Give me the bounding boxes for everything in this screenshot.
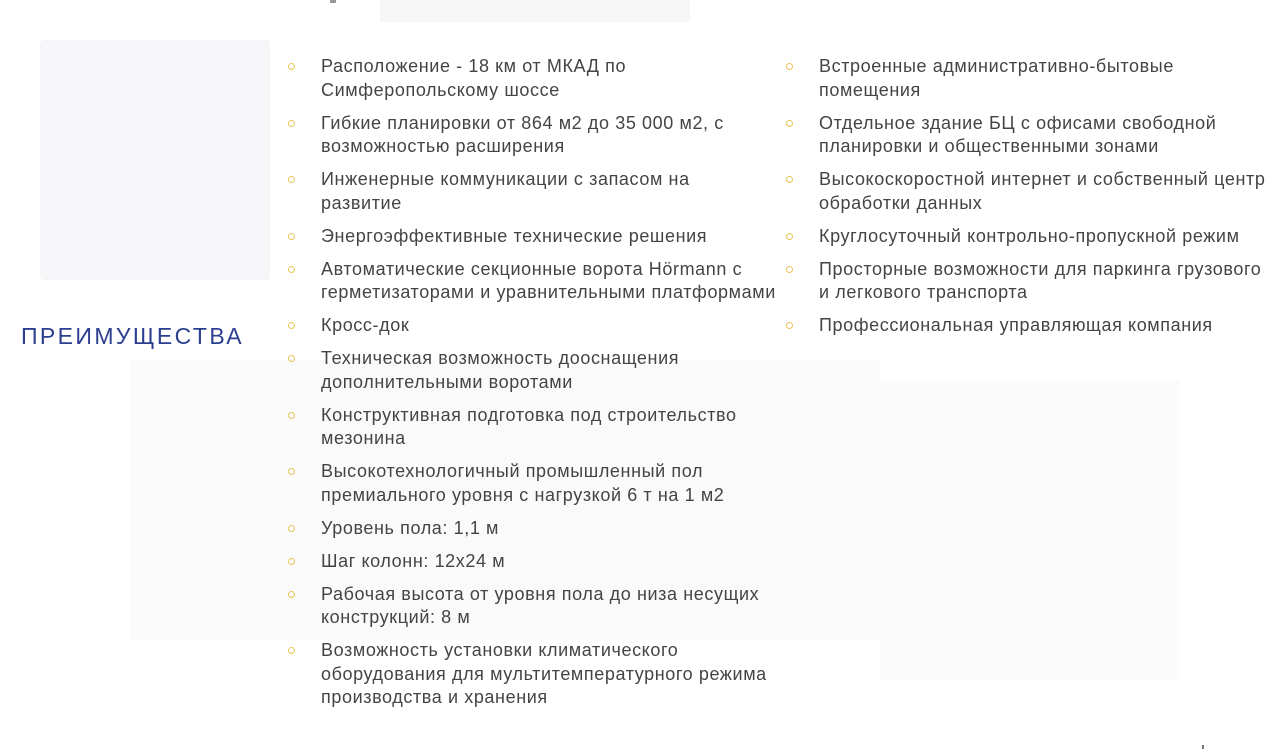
advantage-text: Техническая возможность дооснащения дополнительными воротами [321, 348, 680, 392]
advantage-text: Расположение - 18 км от МКАД по Симферопольскому шоссе [321, 56, 627, 100]
circle-bullet-icon [288, 468, 295, 475]
advantage-text: Встроенные административно-бытовые помещения [819, 56, 1174, 100]
circle-bullet-icon [786, 266, 793, 273]
advantage-item [784, 314, 1274, 338]
advantage-item [286, 258, 776, 305]
circle-bullet-icon [288, 412, 295, 419]
advantage-item [286, 314, 776, 338]
advantage-text: Шаг колонн: 12х24 м [321, 550, 506, 571]
circle-bullet-icon [288, 525, 295, 532]
advantage-item [286, 404, 776, 451]
circle-bullet-icon [288, 355, 295, 362]
advantage-text: Инженерные коммуникации с запасом на развитие [321, 169, 690, 213]
advantage-text: Конструктивная подготовка под строительство мезонина [321, 404, 737, 448]
advantage-item [784, 225, 1274, 249]
corner-mark [1202, 745, 1204, 749]
advantages-list-right [784, 55, 1274, 347]
circle-bullet-icon [786, 322, 793, 329]
advantage-text: Круглосуточный контрольно-пропускной режим [819, 225, 1240, 246]
advantage-text: Высокотехнологичный промышленный пол премиального уровня с нагрузкой 6 т на 1 м2 [321, 461, 725, 505]
advantage-item [286, 112, 776, 159]
advantage-item [784, 112, 1274, 159]
circle-bullet-icon [288, 266, 295, 273]
circle-bullet-icon [786, 176, 793, 183]
advantage-text: Отдельное здание БЦ с офисами свободной планировки и общественными зонами [819, 112, 1217, 156]
circle-bullet-icon [288, 233, 295, 240]
advantage-text: Высокоскоростной интернет и собственный центр обработки данных [819, 169, 1266, 213]
section-title: ПРЕИМУЩЕСТВА [21, 323, 245, 349]
advantage-text: Возможность установки климатического оборудования для мультитемпературного режима производства и хранения [321, 640, 767, 707]
advantage-item [784, 168, 1274, 215]
advantage-item [286, 550, 776, 574]
circle-bullet-icon [786, 120, 793, 127]
circle-bullet-icon [288, 591, 295, 598]
circle-bullet-icon [786, 63, 793, 70]
advantage-text: Уровень пола: 1,1 м [321, 517, 500, 538]
advantage-item [784, 258, 1274, 305]
advantage-item [286, 168, 776, 215]
top-cropped-area [0, 0, 1280, 6]
circle-bullet-icon [288, 63, 295, 70]
background-watermark [880, 380, 1180, 680]
advantages-list-left [286, 55, 776, 719]
advantage-text: Рабочая высота от уровня пола до низа несущих конструкций: 8 м [321, 583, 760, 627]
advantage-item [286, 639, 776, 710]
advantage-text: Профессиональная управляющая компания [819, 315, 1213, 335]
advantage-text: Гибкие планировки от 864 м2 до 35 000 м2, с возможностью расширения [321, 112, 724, 156]
advantage-item [286, 225, 776, 249]
circle-bullet-icon [288, 647, 295, 654]
circle-bullet-icon [288, 558, 295, 565]
circle-bullet-icon [288, 120, 295, 127]
advantage-item [286, 583, 776, 630]
advantage-item [286, 517, 776, 541]
circle-bullet-icon [288, 322, 295, 329]
advantage-item [286, 55, 776, 102]
advantage-text: Просторные возможности для паркинга грузового и легкового транспорта [819, 258, 1262, 302]
cropped-header-fragment [380, 0, 690, 22]
background-watermark [40, 40, 270, 280]
advantage-item [286, 347, 776, 394]
circle-bullet-icon [786, 233, 793, 240]
advantage-text: Автоматические секционные ворота Hörmann с герметизаторами и уравнительными платформами [321, 258, 776, 302]
circle-bullet-icon [288, 176, 295, 183]
advantage-text: Энергоэффективные технические решения [321, 225, 708, 246]
cropped-text-fragment [330, 0, 336, 3]
advantage-text: Кросс-док [321, 315, 410, 335]
advantage-item [784, 55, 1274, 102]
advantage-item [286, 460, 776, 507]
